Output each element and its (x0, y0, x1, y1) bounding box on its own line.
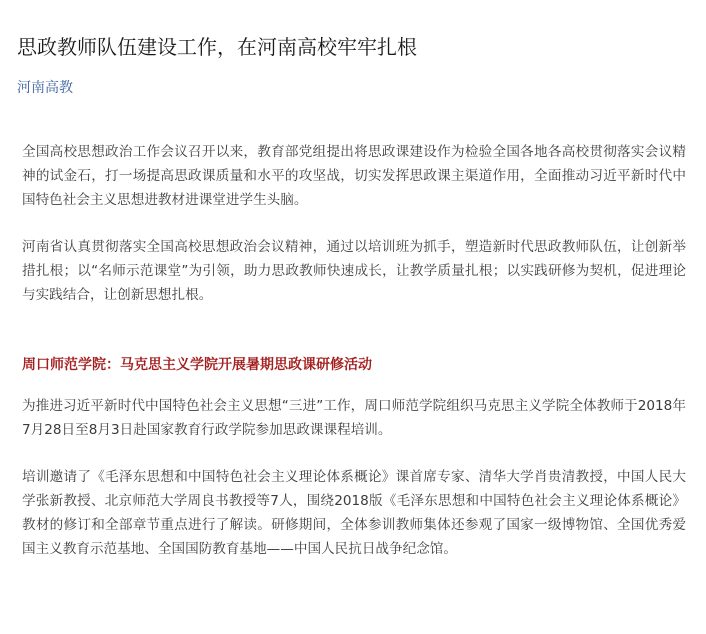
section-paragraph-experts: 培训邀请了《毛泽东思想和中国特色社会主义理论体系概论》课首席专家、清华大学肖贵清教授，中国人民大学张新教授、北京师范大学周良书教授等7人，围绕2018版《毛泽东思想和中国特色社会主义理论体系概论》教材的修订和全部章节重点进行了解读。研修期间，全体参训教师集体还参观了国家一级博物馆、全国优秀爱国主义教育示范基地、全国国防教育基地——中国人民抗日战争纪念馆。 (22, 469, 686, 557)
henan-paragraph: 河南省认真贯彻落实全国高校思想政治会议精神，通过以培训班为抓手，塑造新时代思政教师队伍，让创新举措扎根；以“名师示范课堂”为引领，助力思政教师快速成长，让教学质量扎根；以实践研修为契机，促进理论与实践结合，让创新思想扎根。 (22, 239, 686, 303)
section-subheading: 周口师范学院：马克思主义学院开展暑期思政课研修活动 (22, 357, 372, 373)
article-title: 思政教师队伍建设工作，在河南高校牢牢扎根 (17, 35, 417, 59)
section-paragraph-training: 为推进习近平新时代中国特色社会主义思想“三进”工作，周口师范学院组织马克思主义学院全体教师于2018年7月28日至8月3日赴国家教育行政学院参加思政课课程培训。 (22, 398, 686, 438)
intro-paragraph: 全国高校思想政治工作会议召开以来，教育部党组提出将思政课建设作为检验全国各地各高校贯彻落实会议精神的试金石，打一场提高思政课质量和水平的攻坚战，切实发挥思政课主渠道作用，全面推动习近平新时代中国特色社会主义思想进教材进课堂进学生头脑。 (22, 144, 686, 208)
source-link[interactable]: 河南高教 (17, 80, 73, 96)
article-body (22, 140, 686, 561)
